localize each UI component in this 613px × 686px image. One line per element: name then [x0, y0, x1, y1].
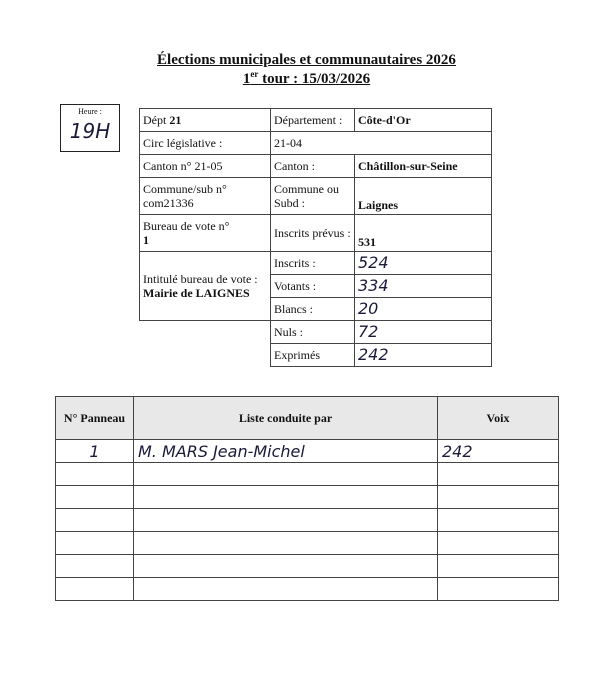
table-row [56, 440, 559, 463]
circ-value: 21-04 [271, 132, 492, 155]
table-row [56, 463, 559, 486]
intitule-value: Mairie de LAIGNES [143, 286, 250, 300]
liste-cell: M. MARS Jean-Michel [134, 440, 438, 463]
results-table [55, 396, 559, 601]
round-number: 1 [242, 71, 251, 87]
table-row [56, 486, 559, 509]
commune-subd-label: Commune ou Subd : [271, 178, 355, 215]
heure-box [60, 104, 120, 152]
canton-no-label: Canton n° 21-05 [140, 155, 271, 178]
inscrits-label: Inscrits : [271, 252, 355, 275]
commune-label: Commune/sub n° com21336 [140, 178, 271, 215]
intitule-cell [140, 252, 271, 321]
inscrits-prevus-label: Inscrits prévus : [271, 215, 355, 252]
inscrits-prevus-value: 531 [355, 215, 492, 252]
votants-label: Votants : [271, 275, 355, 298]
table-row [56, 555, 559, 578]
col-panneau-header: N° Panneau [56, 397, 134, 440]
votants-value: 334 [355, 275, 492, 298]
nuls-value: 72 [355, 321, 492, 344]
blancs-value: 20 [355, 298, 492, 321]
bureau-value: 1 [143, 233, 149, 247]
circ-label: Circ législative : [140, 132, 271, 155]
bureau-cell [140, 215, 271, 252]
bureau-label: Bureau de vote n° [143, 219, 230, 233]
departement-label: Département : [271, 109, 355, 132]
commune-value: Laignes [355, 178, 492, 215]
inscrits-value: 524 [355, 252, 492, 275]
heure-value: 19H [69, 119, 111, 143]
exprimes-label: Exprimés [271, 344, 355, 367]
empty-cell [140, 344, 271, 367]
election-title: Élections municipales et communautaires 2026 [157, 52, 456, 68]
dept-label: Dépt [143, 113, 170, 127]
round-date-title [0, 69, 613, 88]
round-date: tour : 15/03/2026 [258, 71, 371, 87]
panneau-cell: 1 [56, 440, 134, 463]
col-liste-header: Liste conduite par [134, 397, 438, 440]
departement-value: Côte-d'Or [355, 109, 492, 132]
dept-value: 21 [169, 113, 182, 127]
canton-value: Châtillon-sur-Seine [355, 155, 492, 178]
round-superscript: er [250, 69, 259, 79]
table-row [56, 578, 559, 601]
table-row [56, 509, 559, 532]
heure-label: Heure : [78, 107, 102, 116]
exprimes-value: 242 [355, 344, 492, 367]
blancs-label: Blancs : [271, 298, 355, 321]
intitule-label: Intitulé bureau de vote : [143, 272, 258, 286]
canton-label: Canton : [271, 155, 355, 178]
col-voix-header: Voix [438, 397, 559, 440]
nuls-label: Nuls : [271, 321, 355, 344]
bureau-info-table [139, 108, 492, 367]
dept-cell [140, 109, 271, 132]
empty-cell [140, 321, 271, 344]
table-row [56, 532, 559, 555]
voix-cell: 242 [438, 440, 559, 463]
